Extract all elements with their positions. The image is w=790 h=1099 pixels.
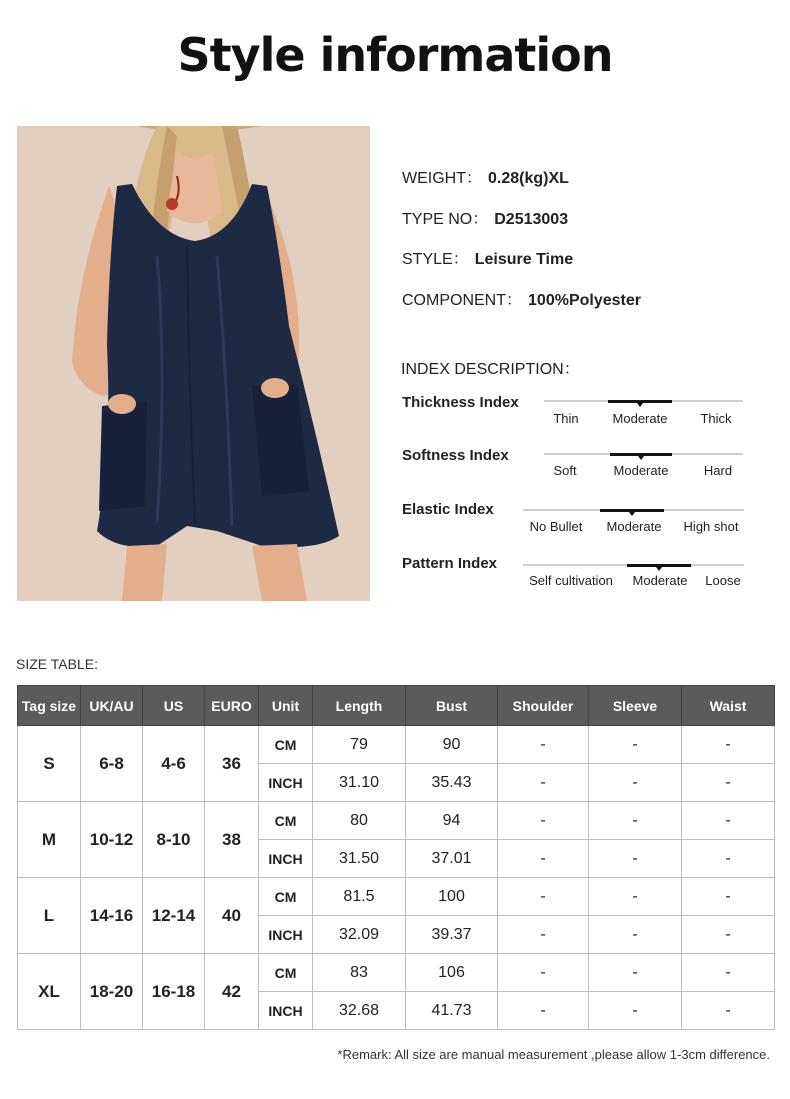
shoulder-cell: -: [498, 954, 589, 992]
shoulder-cell: -: [498, 878, 589, 916]
sleeve-cell: -: [589, 916, 682, 954]
type-value: D2513003: [494, 211, 569, 228]
unit-cell: INCH: [259, 916, 313, 954]
table-row: [18, 878, 775, 916]
bust-cell: 106: [406, 954, 498, 992]
bust-cell: 100: [406, 878, 498, 916]
pattern-marker-icon: [656, 567, 662, 571]
waist-cell: -: [682, 840, 775, 878]
bust-cell: 41.73: [406, 992, 498, 1030]
unit-cell: INCH: [259, 764, 313, 802]
table-row: [18, 954, 775, 992]
elastic-index-label: Elastic Index: [402, 501, 494, 518]
header-bust: Bust: [406, 686, 498, 726]
size-table-title: SIZE TABLE:: [16, 656, 98, 672]
shoulder-cell: -: [498, 840, 589, 878]
waist-cell: -: [682, 992, 775, 1030]
thickness-label-mid: Moderate: [612, 411, 668, 426]
header-ukau: UK/AU: [81, 686, 143, 726]
waist-cell: -: [682, 878, 775, 916]
header-tag-size: Tag size: [18, 686, 81, 726]
header-euro: EURO: [205, 686, 259, 726]
page-title: Style information: [177, 28, 613, 82]
unit-cell: INCH: [259, 992, 313, 1030]
weight-value: 0.28(kg)XL: [488, 170, 569, 187]
sleeve-cell: -: [589, 878, 682, 916]
header-unit: Unit: [259, 686, 313, 726]
waist-cell: -: [682, 764, 775, 802]
style-row: [402, 246, 573, 269]
tag-size-cell: S: [18, 726, 81, 802]
bust-cell: 39.37: [406, 916, 498, 954]
ukau-cell: 6-8: [81, 726, 143, 802]
weight-label: WEIGHT：: [402, 170, 482, 187]
ukau-cell: 10-12: [81, 802, 143, 878]
bust-cell: 37.01: [406, 840, 498, 878]
weight-row: [402, 165, 569, 188]
pattern-label-high: Loose: [705, 573, 741, 588]
sleeve-cell: -: [589, 840, 682, 878]
remark-note: *Remark: All size are manual measurement ,please allow 1-3cm difference.: [337, 1047, 770, 1062]
type-row: [402, 206, 568, 229]
unit-cell: INCH: [259, 840, 313, 878]
pattern-label-mid: Moderate: [632, 573, 688, 588]
sleeve-cell: -: [589, 802, 682, 840]
waist-cell: -: [682, 802, 775, 840]
us-cell: 8-10: [143, 802, 205, 878]
header-sleeve: Sleeve: [589, 686, 682, 726]
elastic-label-mid: Moderate: [606, 519, 662, 534]
size-table-header-row: [18, 686, 775, 726]
length-cell: 80: [313, 802, 406, 840]
ukau-cell: 14-16: [81, 878, 143, 954]
sleeve-cell: -: [589, 992, 682, 1030]
unit-cell: CM: [259, 954, 313, 992]
bust-cell: 90: [406, 726, 498, 764]
shoulder-cell: -: [498, 764, 589, 802]
euro-cell: 36: [205, 726, 259, 802]
thickness-marker-icon: [637, 403, 643, 407]
length-cell: 32.09: [313, 916, 406, 954]
thickness-index-label: Thickness Index: [402, 394, 519, 411]
type-label: TYPE NO：: [402, 211, 489, 228]
pattern-label-low: Self cultivation: [529, 573, 613, 588]
length-cell: 83: [313, 954, 406, 992]
shoulder-cell: -: [498, 992, 589, 1030]
waist-cell: -: [682, 954, 775, 992]
tag-size-cell: L: [18, 878, 81, 954]
ukau-cell: 18-20: [81, 954, 143, 1030]
softness-marker-icon: [638, 456, 644, 460]
length-cell: 31.50: [313, 840, 406, 878]
waist-cell: -: [682, 916, 775, 954]
table-row: [18, 802, 775, 840]
length-cell: 81.5: [313, 878, 406, 916]
softness-index-label: Softness Index: [402, 447, 509, 464]
component-row: [402, 287, 641, 310]
tag-size-cell: M: [18, 802, 81, 878]
elastic-marker-icon: [629, 512, 635, 516]
softness-label-high: Hard: [703, 463, 733, 478]
bust-cell: 94: [406, 802, 498, 840]
size-table: [17, 685, 775, 1030]
shoulder-cell: -: [498, 802, 589, 840]
unit-cell: CM: [259, 726, 313, 764]
header-us: US: [143, 686, 205, 726]
style-label: STYLE：: [402, 251, 469, 268]
shoulder-cell: -: [498, 916, 589, 954]
style-value: Leisure Time: [474, 251, 574, 268]
waist-cell: -: [682, 726, 775, 764]
us-cell: 16-18: [143, 954, 205, 1030]
table-row: [18, 726, 775, 764]
elastic-label-low: No Bullet: [529, 519, 583, 534]
pattern-index-label: Pattern Index: [402, 555, 498, 572]
elastic-label-high: High shot: [683, 519, 739, 534]
component-value: 100%Polyester: [528, 292, 641, 309]
header-length: Length: [313, 686, 406, 726]
softness-label-mid: Moderate: [613, 463, 669, 478]
component-label: COMPONENT：: [402, 292, 523, 309]
sleeve-cell: -: [589, 726, 682, 764]
length-cell: 79: [313, 726, 406, 764]
softness-label-low: Soft: [553, 463, 577, 478]
sleeve-cell: -: [589, 764, 682, 802]
us-cell: 12-14: [143, 878, 205, 954]
euro-cell: 38: [205, 802, 259, 878]
tag-size-cell: XL: [18, 954, 81, 1030]
index-description-title: INDEX DESCRIPTION：: [401, 361, 580, 378]
us-cell: 4-6: [143, 726, 205, 802]
euro-cell: 40: [205, 878, 259, 954]
bust-cell: 35.43: [406, 764, 498, 802]
euro-cell: 42: [205, 954, 259, 1030]
thickness-label-high: Thick: [700, 411, 732, 426]
shoulder-cell: -: [498, 726, 589, 764]
length-cell: 31.10: [313, 764, 406, 802]
header-shoulder: Shoulder: [498, 686, 589, 726]
unit-cell: CM: [259, 802, 313, 840]
unit-cell: CM: [259, 878, 313, 916]
sleeve-cell: -: [589, 954, 682, 992]
length-cell: 32.68: [313, 992, 406, 1030]
thickness-label-low: Thin: [553, 411, 579, 426]
header-waist: Waist: [682, 686, 775, 726]
product-photo: [17, 126, 370, 601]
